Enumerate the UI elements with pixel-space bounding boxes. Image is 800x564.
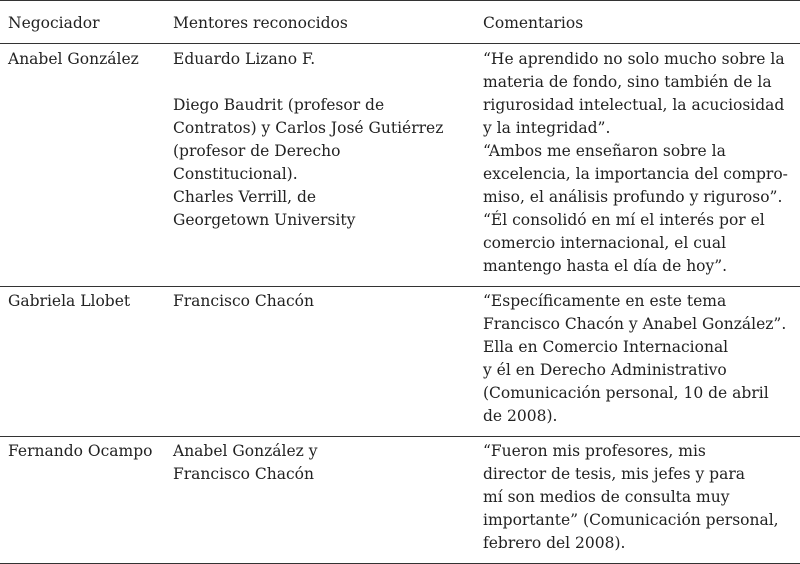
mentors-cell (165, 44, 475, 287)
negotiator-cell (0, 287, 165, 437)
comment-line: “Ambos me enseñaron sobre la (483, 142, 726, 160)
comment-line: excelencia, la importancia del compro- (483, 165, 788, 183)
comment-line: “Él consolidó en mí el interés por el (483, 211, 765, 229)
mentor-line: Constitucional). (173, 165, 298, 183)
table-row (0, 44, 800, 287)
comment-line: (Comunicación personal, 10 de abril (483, 384, 769, 402)
mentor-line: Anabel González y (173, 442, 318, 460)
comment-line: mí son medios de consulta muy (483, 488, 730, 506)
table-body (0, 44, 800, 564)
mentor-line: Eduardo Lizano F. (173, 50, 316, 68)
comment-line: febrero del 2008). (483, 534, 626, 552)
mentor-line: Diego Baudrit (profesor de (173, 96, 385, 114)
mentor-line: Francisco Chacón (173, 465, 314, 483)
comment-line: “He aprendido no solo mucho sobre la (483, 50, 785, 68)
comment-line: “Específicamente en este tema (483, 292, 727, 310)
negotiator-cell (0, 437, 165, 564)
table-header-row (0, 1, 800, 44)
comment-line: rigurosidad intelectual, la acuciosidad (483, 96, 785, 114)
comment-line: materia de fondo, sino también de la (483, 73, 772, 91)
mentor-line: Contratos) y Carlos José Gutiérrez (173, 119, 444, 137)
negotiator-name: Gabriela Llobet (8, 292, 131, 310)
negotiator-name: Fernando Ocampo (8, 442, 153, 460)
comments-cell (475, 44, 800, 287)
comment-line: director de tesis, mis jefes y para (483, 465, 745, 483)
comments-cell (475, 287, 800, 437)
mentors-cell (165, 287, 475, 437)
mentors-cell (165, 437, 475, 564)
negotiator-name: Anabel González (8, 50, 139, 68)
negotiator-cell (0, 44, 165, 287)
comment-line: y él en Derecho Administrativo (483, 361, 727, 379)
comment-line: Ella en Comercio Internacional (483, 338, 729, 356)
comment-line: de 2008). (483, 407, 558, 425)
header-negotiator: Negociador (0, 1, 165, 44)
table-row (0, 287, 800, 437)
mentor-line: Georgetown University (173, 211, 356, 229)
mentor-line: Charles Verrill, de (173, 188, 317, 206)
comment-line: miso, el análisis profundo y riguroso”. (483, 188, 783, 206)
comment-line: Francisco Chacón y Anabel González”. (483, 315, 787, 333)
mentor-line-gap (173, 71, 471, 94)
header-comments: Comentarios (475, 1, 800, 44)
comment-line: y la integridad”. (483, 119, 611, 137)
table-row (0, 437, 800, 564)
mentor-line: (profesor de Derecho (173, 142, 341, 160)
comments-cell (475, 437, 800, 564)
header-mentors: Mentores reconocidos (165, 1, 475, 44)
comment-line: “Fueron mis profesores, mis (483, 442, 706, 460)
comment-line: mantengo hasta el día de hoy”. (483, 257, 728, 275)
comment-line: comercio internacional, el cual (483, 234, 727, 252)
mentor-line: Francisco Chacón (173, 292, 314, 310)
comment-line: importante” (Comunicación personal, (483, 511, 779, 529)
